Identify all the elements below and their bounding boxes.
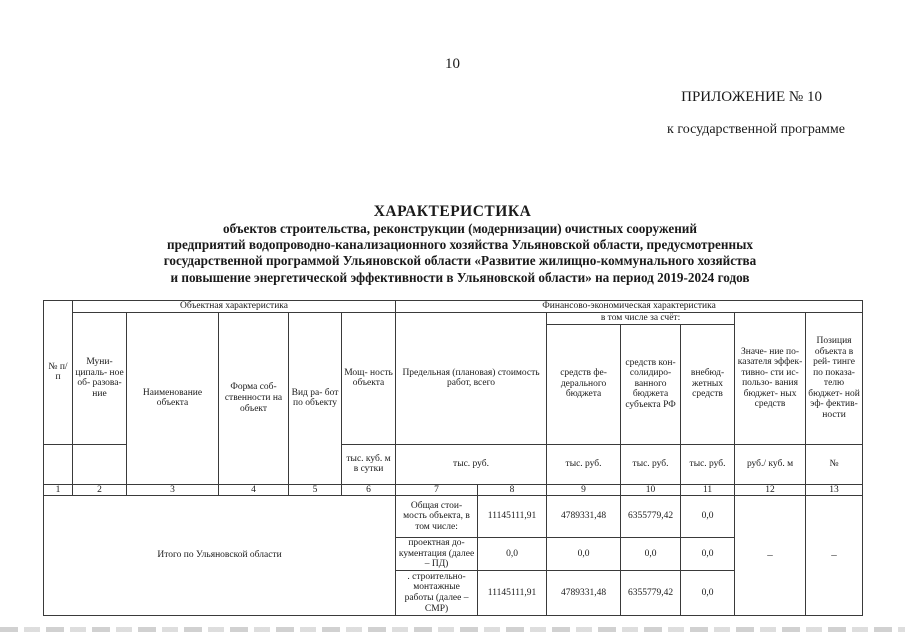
header-num-cont	[44, 444, 73, 484]
column-number: 4	[219, 484, 289, 496]
cell-consolidated: 6355779,42	[621, 570, 681, 615]
cell-consolidated: 6355779,42	[621, 496, 681, 538]
header-group-object: Объектная характеристика	[73, 301, 396, 313]
header-num: № п/п	[44, 301, 73, 445]
cell-position: –	[806, 496, 863, 616]
column-number: 11	[681, 484, 735, 496]
column-number: 12	[735, 484, 806, 496]
cell-efficiency: –	[735, 496, 806, 616]
scan-artifact-line	[0, 627, 905, 632]
header-consolidated: средств кон- солидиро- ванного бюджета субъекта РФ	[621, 324, 681, 444]
cell-consolidated: 0,0	[621, 538, 681, 571]
unit-consolidated: тыс. руб.	[621, 444, 681, 484]
header-work-type: Вид ра- бот по объекту	[289, 313, 342, 485]
subtitle-line: объектов строительства, реконструкции (модернизации) очистных сооружений	[223, 221, 697, 236]
column-number: 7	[396, 484, 478, 496]
unit-federal: тыс. руб.	[547, 444, 621, 484]
header-position: Позиция объекта в рей- тинге по показа- телю бюджет- ной эф- фектив- ности	[806, 313, 863, 445]
column-number: 10	[621, 484, 681, 496]
unit-capacity: тыс. куб. м в сутки	[342, 444, 396, 484]
subtitle-line: и повышение энергетической эффективности в Ульяновской области» на период 2019-2024 годов	[170, 269, 750, 285]
cell-extrabudget: 0,0	[681, 496, 735, 538]
unit-extrabudget: тыс. руб.	[681, 444, 735, 484]
cell-extrabudget: 0,0	[681, 538, 735, 571]
header-ownership: Форма соб- ственности на объект	[219, 313, 289, 485]
header-municipality-cont	[73, 444, 127, 484]
unit-position: №	[806, 444, 863, 484]
unit-max-cost: тыс. руб.	[396, 444, 547, 484]
row-label-construction: . строительно- монтажные работы (далее – СМР)	[396, 570, 478, 615]
cell-max-cost: 0,0	[478, 538, 547, 571]
header-extrabudget: внебюд- жетных средств	[681, 324, 735, 444]
column-number: 3	[127, 484, 219, 496]
appendix-subtitle: к государственной программе	[667, 122, 845, 137]
header-group-finance: Финансово-экономическая характеристика	[396, 301, 863, 313]
column-number: 8	[478, 484, 547, 496]
subtitle-line: государственной программой Ульяновской области «Развитие жилищно-коммунального хозяйства	[163, 253, 757, 269]
header-municipality: Муни- ципаль- ное об- разова- ние	[73, 313, 127, 445]
cell-federal: 4789331,48	[547, 496, 621, 538]
column-number: 9	[547, 484, 621, 496]
row-label-design-docs: проектная до- кументация (далее – ПД)	[396, 538, 478, 571]
row-label-total-cost: Общая стои- мость объекта, в том числе:	[396, 496, 478, 538]
header-federal: средств фе- дерального бюджета	[547, 324, 621, 444]
column-number: 1	[44, 484, 73, 496]
header-object-name: Наименование объекта	[127, 313, 219, 485]
unit-efficiency: руб./ куб. м	[735, 444, 806, 484]
document-subtitle	[60, 221, 860, 286]
document-heading: ХАРАКТЕРИСТИКА	[373, 203, 532, 220]
page-number: 10	[445, 56, 460, 72]
cell-federal: 4789331,48	[547, 570, 621, 615]
column-number: 13	[806, 484, 863, 496]
cell-max-cost: 11145111,91	[478, 570, 547, 615]
header-efficiency: Значе- ние по- казателя эффек- тивно- сти ис- пользо- вания бюджет- ных средств	[735, 313, 806, 445]
cell-extrabudget: 0,0	[681, 570, 735, 615]
appendix-title: ПРИЛОЖЕНИЕ № 10	[681, 89, 822, 105]
cell-max-cost: 11145111,91	[478, 496, 547, 538]
header-capacity: Мощ- ность объекта	[342, 313, 396, 445]
characteristics-table	[43, 300, 863, 616]
cell-federal: 0,0	[547, 538, 621, 571]
column-number: 5	[289, 484, 342, 496]
column-number: 6	[342, 484, 396, 496]
header-group-sources: в том числе за счёт:	[547, 313, 735, 325]
column-number: 2	[73, 484, 127, 496]
header-max-cost: Предельная (плановая) стоимость работ, всего	[396, 313, 547, 445]
total-label: Итого по Ульяновской области	[44, 496, 396, 616]
subtitle-line: предприятий водопроводно-канализационного хозяйства Ульяновской области, предусмотренных	[167, 237, 753, 253]
